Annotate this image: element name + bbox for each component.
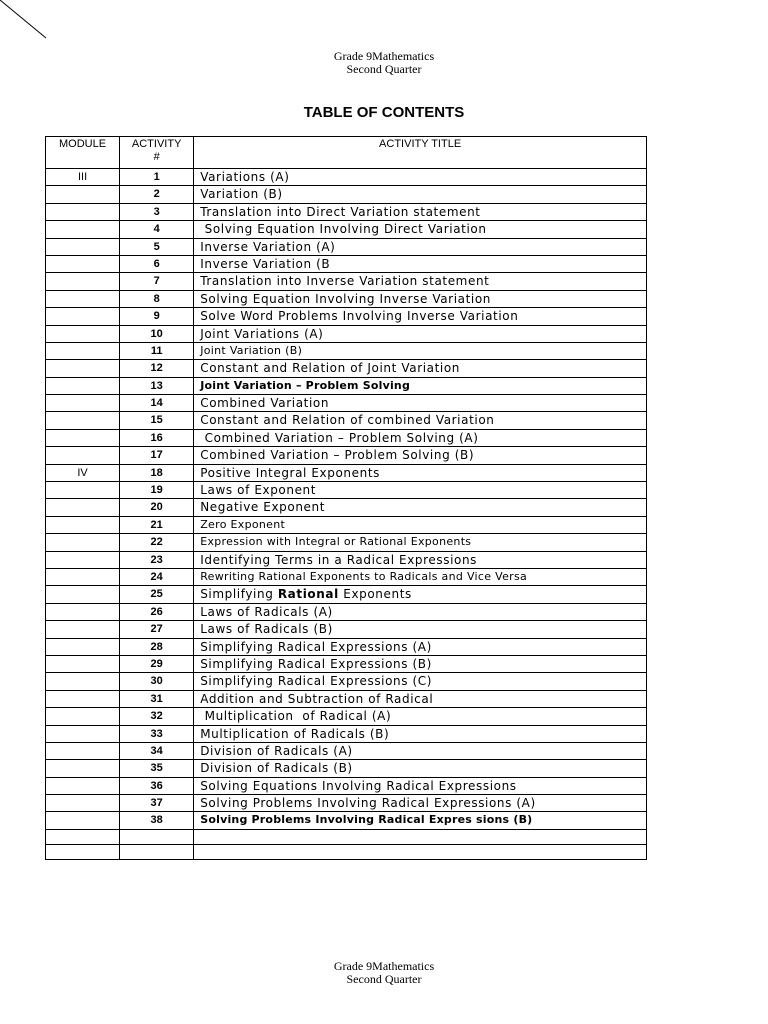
- footer-line-2: Second Quarter: [346, 972, 422, 986]
- module-cell: [46, 412, 120, 429]
- table-row: [46, 760, 647, 777]
- empty-table-row: [46, 844, 647, 859]
- module-cell: [46, 812, 120, 829]
- module-cell: [46, 621, 120, 638]
- module-cell: [46, 742, 120, 759]
- table-row: [46, 395, 647, 412]
- activity-number-cell: 2: [120, 186, 194, 203]
- module-cell: [46, 760, 120, 777]
- table-row: [46, 655, 647, 672]
- empty-table-row: [46, 829, 647, 844]
- activity-title-cell: Expression with Integral or Rational Exponents: [194, 534, 647, 551]
- activity-number-cell: 38: [120, 812, 194, 829]
- activity-title-cell: Variation (B): [194, 186, 647, 203]
- empty-cell: [120, 844, 194, 859]
- module-cell: [46, 203, 120, 220]
- table-row: [46, 742, 647, 759]
- activity-title-cell: [194, 586, 647, 603]
- table-row: [46, 725, 647, 742]
- table-row: [46, 464, 647, 481]
- activity-number-cell: 27: [120, 621, 194, 638]
- activity-title-cell: Inverse Variation (B: [194, 255, 647, 272]
- module-cell: [46, 482, 120, 499]
- activity-number-cell: 6: [120, 255, 194, 272]
- activity-title-cell: Solving Equations Involving Radical Expressions: [194, 777, 647, 794]
- table-row: [46, 308, 647, 325]
- module-cell: [46, 534, 120, 551]
- activity-title-cell: Identifying Terms in a Radical Expressions: [194, 551, 647, 568]
- activity-title-cell: Simplifying Radical Expressions (C): [194, 673, 647, 690]
- activity-title-cell: Solving Problems Involving Radical Expres sions (B): [194, 812, 647, 829]
- title-column-header: ACTIVITY TITLE: [194, 137, 647, 169]
- activity-title-suffix: Exponents: [338, 587, 412, 602]
- activity-title-cell: Translation into Direct Variation statement: [194, 203, 647, 220]
- table-header-row: [46, 137, 647, 169]
- activity-number-cell: 10: [120, 325, 194, 342]
- activity-header-line-1: ACTIVITY: [131, 138, 182, 150]
- activity-number-cell: 25: [120, 586, 194, 603]
- module-cell: [46, 673, 120, 690]
- activity-number-cell: 36: [120, 777, 194, 794]
- module-cell: [46, 377, 120, 394]
- activity-number-cell: 15: [120, 412, 194, 429]
- activity-title-cell: Laws of Exponent: [194, 482, 647, 499]
- module-cell: [46, 568, 120, 585]
- empty-cell: [46, 844, 120, 859]
- module-cell: [46, 255, 120, 272]
- activity-title-cell: Combined Variation: [194, 395, 647, 412]
- table-row: [46, 795, 647, 812]
- module-cell: [46, 708, 120, 725]
- table-row: [46, 586, 647, 603]
- activity-title-cell: Constant and Relation of combined Variation: [194, 412, 647, 429]
- activity-number-cell: 26: [120, 603, 194, 620]
- activity-number-cell: 4: [120, 221, 194, 238]
- table-row: [46, 429, 647, 446]
- table-row: [46, 812, 647, 829]
- module-cell: [46, 499, 120, 516]
- activity-title-cell: Inverse Variation (A): [194, 238, 647, 255]
- table-row: [46, 638, 647, 655]
- table-row: [46, 203, 647, 220]
- activity-number-cell: 18: [120, 464, 194, 481]
- corner-fold-line: [0, 0, 48, 40]
- activity-number-cell: 30: [120, 673, 194, 690]
- table-row: [46, 169, 647, 186]
- table-row: [46, 412, 647, 429]
- activity-title-cell: Simplifying Radical Expressions (A): [194, 638, 647, 655]
- activity-title-cell: Combined Variation – Problem Solving (B): [194, 447, 647, 464]
- table-row: [46, 551, 647, 568]
- module-cell: [46, 690, 120, 707]
- activity-title-cell: Positive Integral Exponents: [194, 464, 647, 481]
- module-cell: [46, 290, 120, 307]
- header-line-2: Second Quarter: [346, 62, 422, 76]
- activity-number-cell: 32: [120, 708, 194, 725]
- activity-number-cell: 29: [120, 655, 194, 672]
- footer-line-1: Grade 9Mathematics: [333, 959, 435, 973]
- table-row: [46, 603, 647, 620]
- activity-title-cell: Variations (A): [194, 169, 647, 186]
- activity-title-prefix: Simplifying: [200, 587, 278, 602]
- table-row: [46, 777, 647, 794]
- module-cell: [46, 655, 120, 672]
- module-cell: [46, 638, 120, 655]
- activity-title-cell: Multiplication of Radical (A): [194, 708, 647, 725]
- contents-table: [45, 136, 647, 860]
- activity-number-cell: 19: [120, 482, 194, 499]
- activity-title-cell: Solve Word Problems Involving Inverse Variation: [194, 308, 647, 325]
- activity-number-cell: 12: [120, 360, 194, 377]
- activity-title-cell: Joint Variation (B): [194, 342, 647, 359]
- activity-number-cell: 3: [120, 203, 194, 220]
- activity-title-cell: Solving Equation Involving Direct Variation: [194, 221, 647, 238]
- activity-header-line-2: #: [153, 151, 160, 163]
- activity-number-cell: 11: [120, 342, 194, 359]
- table-row: [46, 673, 647, 690]
- activity-title-cell: Joint Variations (A): [194, 325, 647, 342]
- table-row: [46, 708, 647, 725]
- module-column-header: MODULE: [46, 137, 120, 169]
- table-row: [46, 690, 647, 707]
- module-cell: [46, 395, 120, 412]
- activity-number-cell: 8: [120, 290, 194, 307]
- module-cell: [46, 221, 120, 238]
- activity-title-cell: Laws of Radicals (B): [194, 621, 647, 638]
- module-cell: [46, 342, 120, 359]
- table-row: [46, 482, 647, 499]
- activity-number-cell: 20: [120, 499, 194, 516]
- activity-title-cell: Laws of Radicals (A): [194, 603, 647, 620]
- table-row: [46, 516, 647, 533]
- activity-number-cell: 13: [120, 377, 194, 394]
- table-row: [46, 377, 647, 394]
- module-cell: [46, 516, 120, 533]
- table-row: [46, 360, 647, 377]
- activity-number-cell: 33: [120, 725, 194, 742]
- empty-cell: [194, 844, 647, 859]
- module-cell: [46, 551, 120, 568]
- activity-title-cell: Constant and Relation of Joint Variation: [194, 360, 647, 377]
- table-row: [46, 255, 647, 272]
- table-row: [46, 534, 647, 551]
- module-cell: [46, 360, 120, 377]
- module-cell: [46, 795, 120, 812]
- activity-title-cell: Addition and Subtraction of Radical: [194, 690, 647, 707]
- activity-number-cell: 21: [120, 516, 194, 533]
- activity-title-cell: Division of Radicals (A): [194, 742, 647, 759]
- table-row: [46, 568, 647, 585]
- activity-number-cell: 31: [120, 690, 194, 707]
- activity-title-cell: Solving Problems Involving Radical Expressions (A): [194, 795, 647, 812]
- module-cell: [46, 273, 120, 290]
- table-row: [46, 238, 647, 255]
- activity-number-cell: 24: [120, 568, 194, 585]
- page-header: [0, 50, 768, 76]
- activity-number-cell: 14: [120, 395, 194, 412]
- table-row: [46, 186, 647, 203]
- page-title: TABLE OF CONTENTS: [303, 104, 465, 121]
- empty-cell: [120, 829, 194, 844]
- table-row: [46, 290, 647, 307]
- activity-title-cell: Multiplication of Radicals (B): [194, 725, 647, 742]
- activity-title-cell: Simplifying Radical Expressions (B): [194, 655, 647, 672]
- activity-title-cell: Solving Equation Involving Inverse Variation: [194, 290, 647, 307]
- page-footer: [0, 960, 768, 986]
- activity-number-cell: 23: [120, 551, 194, 568]
- table-row: [46, 273, 647, 290]
- activity-number-cell: 16: [120, 429, 194, 446]
- activity-number-cell: 9: [120, 308, 194, 325]
- module-cell: [46, 308, 120, 325]
- activity-title-cell: Negative Exponent: [194, 499, 647, 516]
- table-row: [46, 325, 647, 342]
- activity-number-cell: 34: [120, 742, 194, 759]
- module-cell: III: [46, 169, 120, 186]
- activity-title-cell: Joint Variation – Problem Solving: [194, 377, 647, 394]
- activity-number-cell: 5: [120, 238, 194, 255]
- activity-title-cell: Zero Exponent: [194, 516, 647, 533]
- module-cell: [46, 777, 120, 794]
- activity-number-cell: 17: [120, 447, 194, 464]
- activity-number-cell: 22: [120, 534, 194, 551]
- empty-cell: [194, 829, 647, 844]
- activity-number-cell: 37: [120, 795, 194, 812]
- table-row: [46, 499, 647, 516]
- module-cell: [46, 725, 120, 742]
- table-row: [46, 221, 647, 238]
- module-cell: [46, 238, 120, 255]
- activity-number-cell: 35: [120, 760, 194, 777]
- empty-cell: [46, 829, 120, 844]
- activity-number-cell: 28: [120, 638, 194, 655]
- table-row: [46, 621, 647, 638]
- module-cell: [46, 586, 120, 603]
- module-cell: [46, 325, 120, 342]
- activity-title-cell: Division of Radicals (B): [194, 760, 647, 777]
- module-cell: IV: [46, 464, 120, 481]
- module-cell: [46, 447, 120, 464]
- header-line-1: Grade 9Mathematics: [333, 49, 435, 63]
- activity-title-cell: Translation into Inverse Variation statement: [194, 273, 647, 290]
- activity-title-cell: Combined Variation – Problem Solving (A): [194, 429, 647, 446]
- activity-number-cell: 1: [120, 169, 194, 186]
- table-row: [46, 447, 647, 464]
- module-cell: [46, 603, 120, 620]
- activity-column-header: [120, 137, 194, 169]
- activity-title-bold-word: Rational: [277, 587, 339, 602]
- activity-title-cell: Rewriting Rational Exponents to Radicals and Vice Versa: [194, 568, 647, 585]
- table-row: [46, 342, 647, 359]
- module-cell: [46, 429, 120, 446]
- module-cell: [46, 186, 120, 203]
- activity-number-cell: 7: [120, 273, 194, 290]
